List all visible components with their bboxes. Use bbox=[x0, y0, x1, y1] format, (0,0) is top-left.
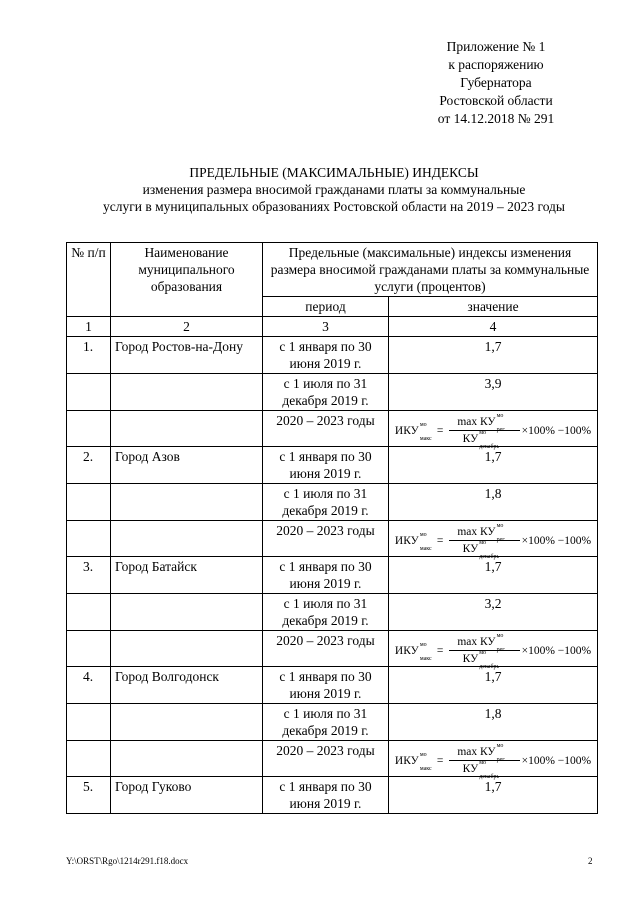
formula-equals: = bbox=[436, 754, 444, 767]
row-value: 1,7 bbox=[389, 667, 598, 704]
row-period: с 1 января по 30 июня 2019 г. bbox=[263, 447, 389, 484]
formula-equals: = bbox=[436, 644, 444, 657]
formula-numerator-symbol bbox=[457, 743, 505, 763]
formula-denominator-text: КУ bbox=[462, 543, 479, 555]
table-row bbox=[67, 521, 598, 557]
table-header-row bbox=[67, 243, 598, 297]
row-period: с 1 июля по 31 декабря 2019 г. bbox=[263, 594, 389, 631]
formula-numerator-symbol bbox=[457, 633, 505, 653]
row-number bbox=[67, 484, 111, 521]
row-municipality bbox=[111, 521, 263, 557]
row-number bbox=[67, 411, 111, 447]
formula-expression bbox=[394, 523, 592, 560]
colnum-4: 4 bbox=[389, 317, 598, 337]
formula-denominator-symbol bbox=[462, 430, 500, 450]
formula-lhs-text: ИКУ bbox=[394, 534, 419, 547]
header-value: значение bbox=[389, 297, 598, 317]
formula-denominator-text: КУ bbox=[462, 433, 479, 445]
table-colnum-row bbox=[67, 317, 598, 337]
row-municipality bbox=[111, 411, 263, 447]
formula-numerator-text: max КУ bbox=[457, 416, 496, 428]
row-municipality: Город Батайск bbox=[111, 557, 263, 594]
formula-lhs-sub: макс bbox=[419, 435, 432, 442]
header-name: Наименование муниципального образования bbox=[111, 243, 263, 317]
row-number bbox=[67, 594, 111, 631]
row-municipality: Город Гуково bbox=[111, 777, 263, 814]
table-row bbox=[67, 594, 598, 631]
formula-denominator-sup: мо bbox=[479, 760, 487, 766]
row-municipality: Город Азов bbox=[111, 447, 263, 484]
formula-numerator bbox=[449, 743, 519, 763]
row-value: 1,8 bbox=[389, 484, 598, 521]
formula-equals: = bbox=[436, 534, 444, 547]
page-number: 2 bbox=[588, 856, 593, 866]
formula-numerator bbox=[449, 413, 519, 433]
document-title bbox=[40, 164, 628, 215]
formula-lhs bbox=[394, 421, 432, 442]
row-value: 1,7 bbox=[389, 447, 598, 484]
title-line-1: ПРЕДЕЛЬНЫЕ (МАКСИМАЛЬНЫЕ) ИНДЕКСЫ bbox=[189, 165, 479, 180]
formula-numerator-sub: рег bbox=[496, 647, 505, 653]
colnum-1: 1 bbox=[67, 317, 111, 337]
formula-numerator-sub: рег bbox=[496, 537, 505, 543]
colnum-2: 2 bbox=[111, 317, 263, 337]
formula-numerator-sup: мо bbox=[496, 743, 504, 749]
appendix-line: Приложение № 1 bbox=[446, 39, 546, 54]
row-number: 5. bbox=[67, 777, 111, 814]
table-row bbox=[67, 631, 598, 667]
formula-numerator bbox=[449, 633, 519, 653]
row-value: 1,7 bbox=[389, 777, 598, 814]
row-number: 2. bbox=[67, 447, 111, 484]
row-period: с 1 января по 30 июня 2019 г. bbox=[263, 557, 389, 594]
row-period: 2020 – 2023 годы bbox=[263, 631, 389, 667]
formula-denominator-sup: мо bbox=[479, 540, 487, 546]
formula-numerator bbox=[449, 523, 519, 543]
row-period: 2020 – 2023 годы bbox=[263, 411, 389, 447]
formula-expression bbox=[394, 413, 592, 450]
formula-numerator-sub: рег bbox=[496, 427, 505, 433]
row-value bbox=[389, 741, 598, 780]
formula-lhs-sup: мо bbox=[419, 751, 427, 758]
row-number bbox=[67, 741, 111, 777]
formula-lhs-text: ИКУ bbox=[394, 754, 419, 767]
row-value bbox=[389, 411, 598, 450]
table-body bbox=[67, 337, 598, 814]
formula-lhs-text: ИКУ bbox=[394, 424, 419, 437]
row-municipality bbox=[111, 484, 263, 521]
formula-numerator-sup: мо bbox=[496, 523, 504, 529]
formula-expression bbox=[394, 743, 592, 780]
row-municipality: Город Ростов-на-Дону bbox=[111, 337, 263, 374]
footer-file-path: Y:\ORST\Rgo\1214r291.f18.docx bbox=[66, 856, 189, 866]
formula-lhs bbox=[394, 751, 432, 772]
formula-numerator-symbol bbox=[457, 523, 505, 543]
formula-denominator-text: КУ bbox=[462, 653, 479, 665]
formula-denominator-sub: декабрь bbox=[479, 774, 500, 780]
formula-denominator-sub: декабрь bbox=[479, 444, 500, 450]
row-period: с 1 января по 30 июня 2019 г. bbox=[263, 777, 389, 814]
formula-numerator-text: max КУ bbox=[457, 746, 496, 758]
header-indices: Предельные (максимальные) индексы изменения размера вносимой гражданами платы за коммунальные услуги (процентов) bbox=[263, 243, 598, 297]
row-number: 4. bbox=[67, 667, 111, 704]
formula-denominator-sup: мо bbox=[479, 430, 487, 436]
row-municipality bbox=[111, 741, 263, 777]
row-period: с 1 января по 30 июня 2019 г. bbox=[263, 337, 389, 374]
formula-lhs-sub: макс bbox=[419, 765, 432, 772]
appendix-line: к распоряжению bbox=[448, 57, 544, 72]
formula-tail: ×100% −100% bbox=[521, 424, 592, 437]
formula-fraction bbox=[449, 743, 519, 780]
formula-denominator-sub: декабрь bbox=[479, 554, 500, 560]
table-row bbox=[67, 337, 598, 374]
row-value bbox=[389, 521, 598, 560]
row-municipality bbox=[111, 704, 263, 741]
row-value: 3,9 bbox=[389, 374, 598, 411]
row-value: 3,2 bbox=[389, 594, 598, 631]
row-period: с 1 июля по 31 декабря 2019 г. bbox=[263, 374, 389, 411]
formula-numerator-text: max КУ bbox=[457, 636, 496, 648]
table-row bbox=[67, 667, 598, 704]
formula-lhs bbox=[394, 531, 432, 552]
header-num: № п/п bbox=[67, 243, 111, 317]
row-number bbox=[67, 704, 111, 741]
formula-lhs-sup: мо bbox=[419, 531, 427, 538]
formula-denominator-sup: мо bbox=[479, 650, 487, 656]
row-period: 2020 – 2023 годы bbox=[263, 521, 389, 557]
formula-lhs bbox=[394, 641, 432, 662]
row-municipality: Город Волгодонск bbox=[111, 667, 263, 704]
header-period: период bbox=[263, 297, 389, 317]
formula-lhs-sup: мо bbox=[419, 641, 427, 648]
appendix-line: Губернатора bbox=[460, 75, 532, 90]
formula-fraction bbox=[449, 413, 519, 450]
formula-denominator-symbol bbox=[462, 650, 500, 670]
row-municipality bbox=[111, 631, 263, 667]
title-line-2: изменения размера вносимой гражданами платы за коммунальные bbox=[142, 182, 526, 197]
row-period: 2020 – 2023 годы bbox=[263, 741, 389, 777]
formula-denominator-sub: декабрь bbox=[479, 664, 500, 670]
formula-fraction bbox=[449, 633, 519, 670]
table-row bbox=[67, 447, 598, 484]
row-number: 1. bbox=[67, 337, 111, 374]
row-value bbox=[389, 631, 598, 670]
table-row bbox=[67, 411, 598, 447]
row-number bbox=[67, 374, 111, 411]
row-value: 1,7 bbox=[389, 557, 598, 594]
indices-table bbox=[66, 242, 598, 814]
formula-lhs-sub: макс bbox=[419, 545, 432, 552]
appendix-line: от 14.12.2018 № 291 bbox=[437, 111, 555, 126]
appendix-block bbox=[420, 38, 572, 128]
table-row bbox=[67, 557, 598, 594]
row-municipality bbox=[111, 374, 263, 411]
formula-numerator-sub: рег bbox=[496, 757, 505, 763]
row-number bbox=[67, 631, 111, 667]
formula-lhs-sup: мо bbox=[419, 421, 427, 428]
colnum-3: 3 bbox=[263, 317, 389, 337]
table-row bbox=[67, 374, 598, 411]
table-row bbox=[67, 484, 598, 521]
formula-tail: ×100% −100% bbox=[521, 534, 592, 547]
row-period: с 1 января по 30 июня 2019 г. bbox=[263, 667, 389, 704]
formula-expression bbox=[394, 633, 592, 670]
table-row bbox=[67, 777, 598, 814]
table-row bbox=[67, 704, 598, 741]
formula-denominator-symbol bbox=[462, 540, 500, 560]
row-period: с 1 июля по 31 декабря 2019 г. bbox=[263, 484, 389, 521]
formula-numerator-sup: мо bbox=[496, 633, 504, 639]
formula-tail: ×100% −100% bbox=[521, 644, 592, 657]
formula-lhs-text: ИКУ bbox=[394, 644, 419, 657]
formula-tail: ×100% −100% bbox=[521, 754, 592, 767]
formula-denominator-symbol bbox=[462, 760, 500, 780]
row-number: 3. bbox=[67, 557, 111, 594]
row-period: с 1 июля по 31 декабря 2019 г. bbox=[263, 704, 389, 741]
formula-fraction bbox=[449, 523, 519, 560]
row-value: 1,8 bbox=[389, 704, 598, 741]
row-municipality bbox=[111, 594, 263, 631]
row-value: 1,7 bbox=[389, 337, 598, 374]
formula-numerator-symbol bbox=[457, 413, 505, 433]
formula-equals: = bbox=[436, 424, 444, 437]
formula-numerator-text: max КУ bbox=[457, 526, 496, 538]
row-number bbox=[67, 521, 111, 557]
table-row bbox=[67, 741, 598, 777]
formula-denominator-text: КУ bbox=[462, 763, 479, 775]
appendix-line: Ростовской области bbox=[439, 93, 553, 108]
title-line-3: услуги в муниципальных образованиях Ростовской области на 2019 – 2023 годы bbox=[103, 199, 565, 214]
formula-lhs-sub: макс bbox=[419, 655, 432, 662]
formula-numerator-sup: мо bbox=[496, 413, 504, 419]
